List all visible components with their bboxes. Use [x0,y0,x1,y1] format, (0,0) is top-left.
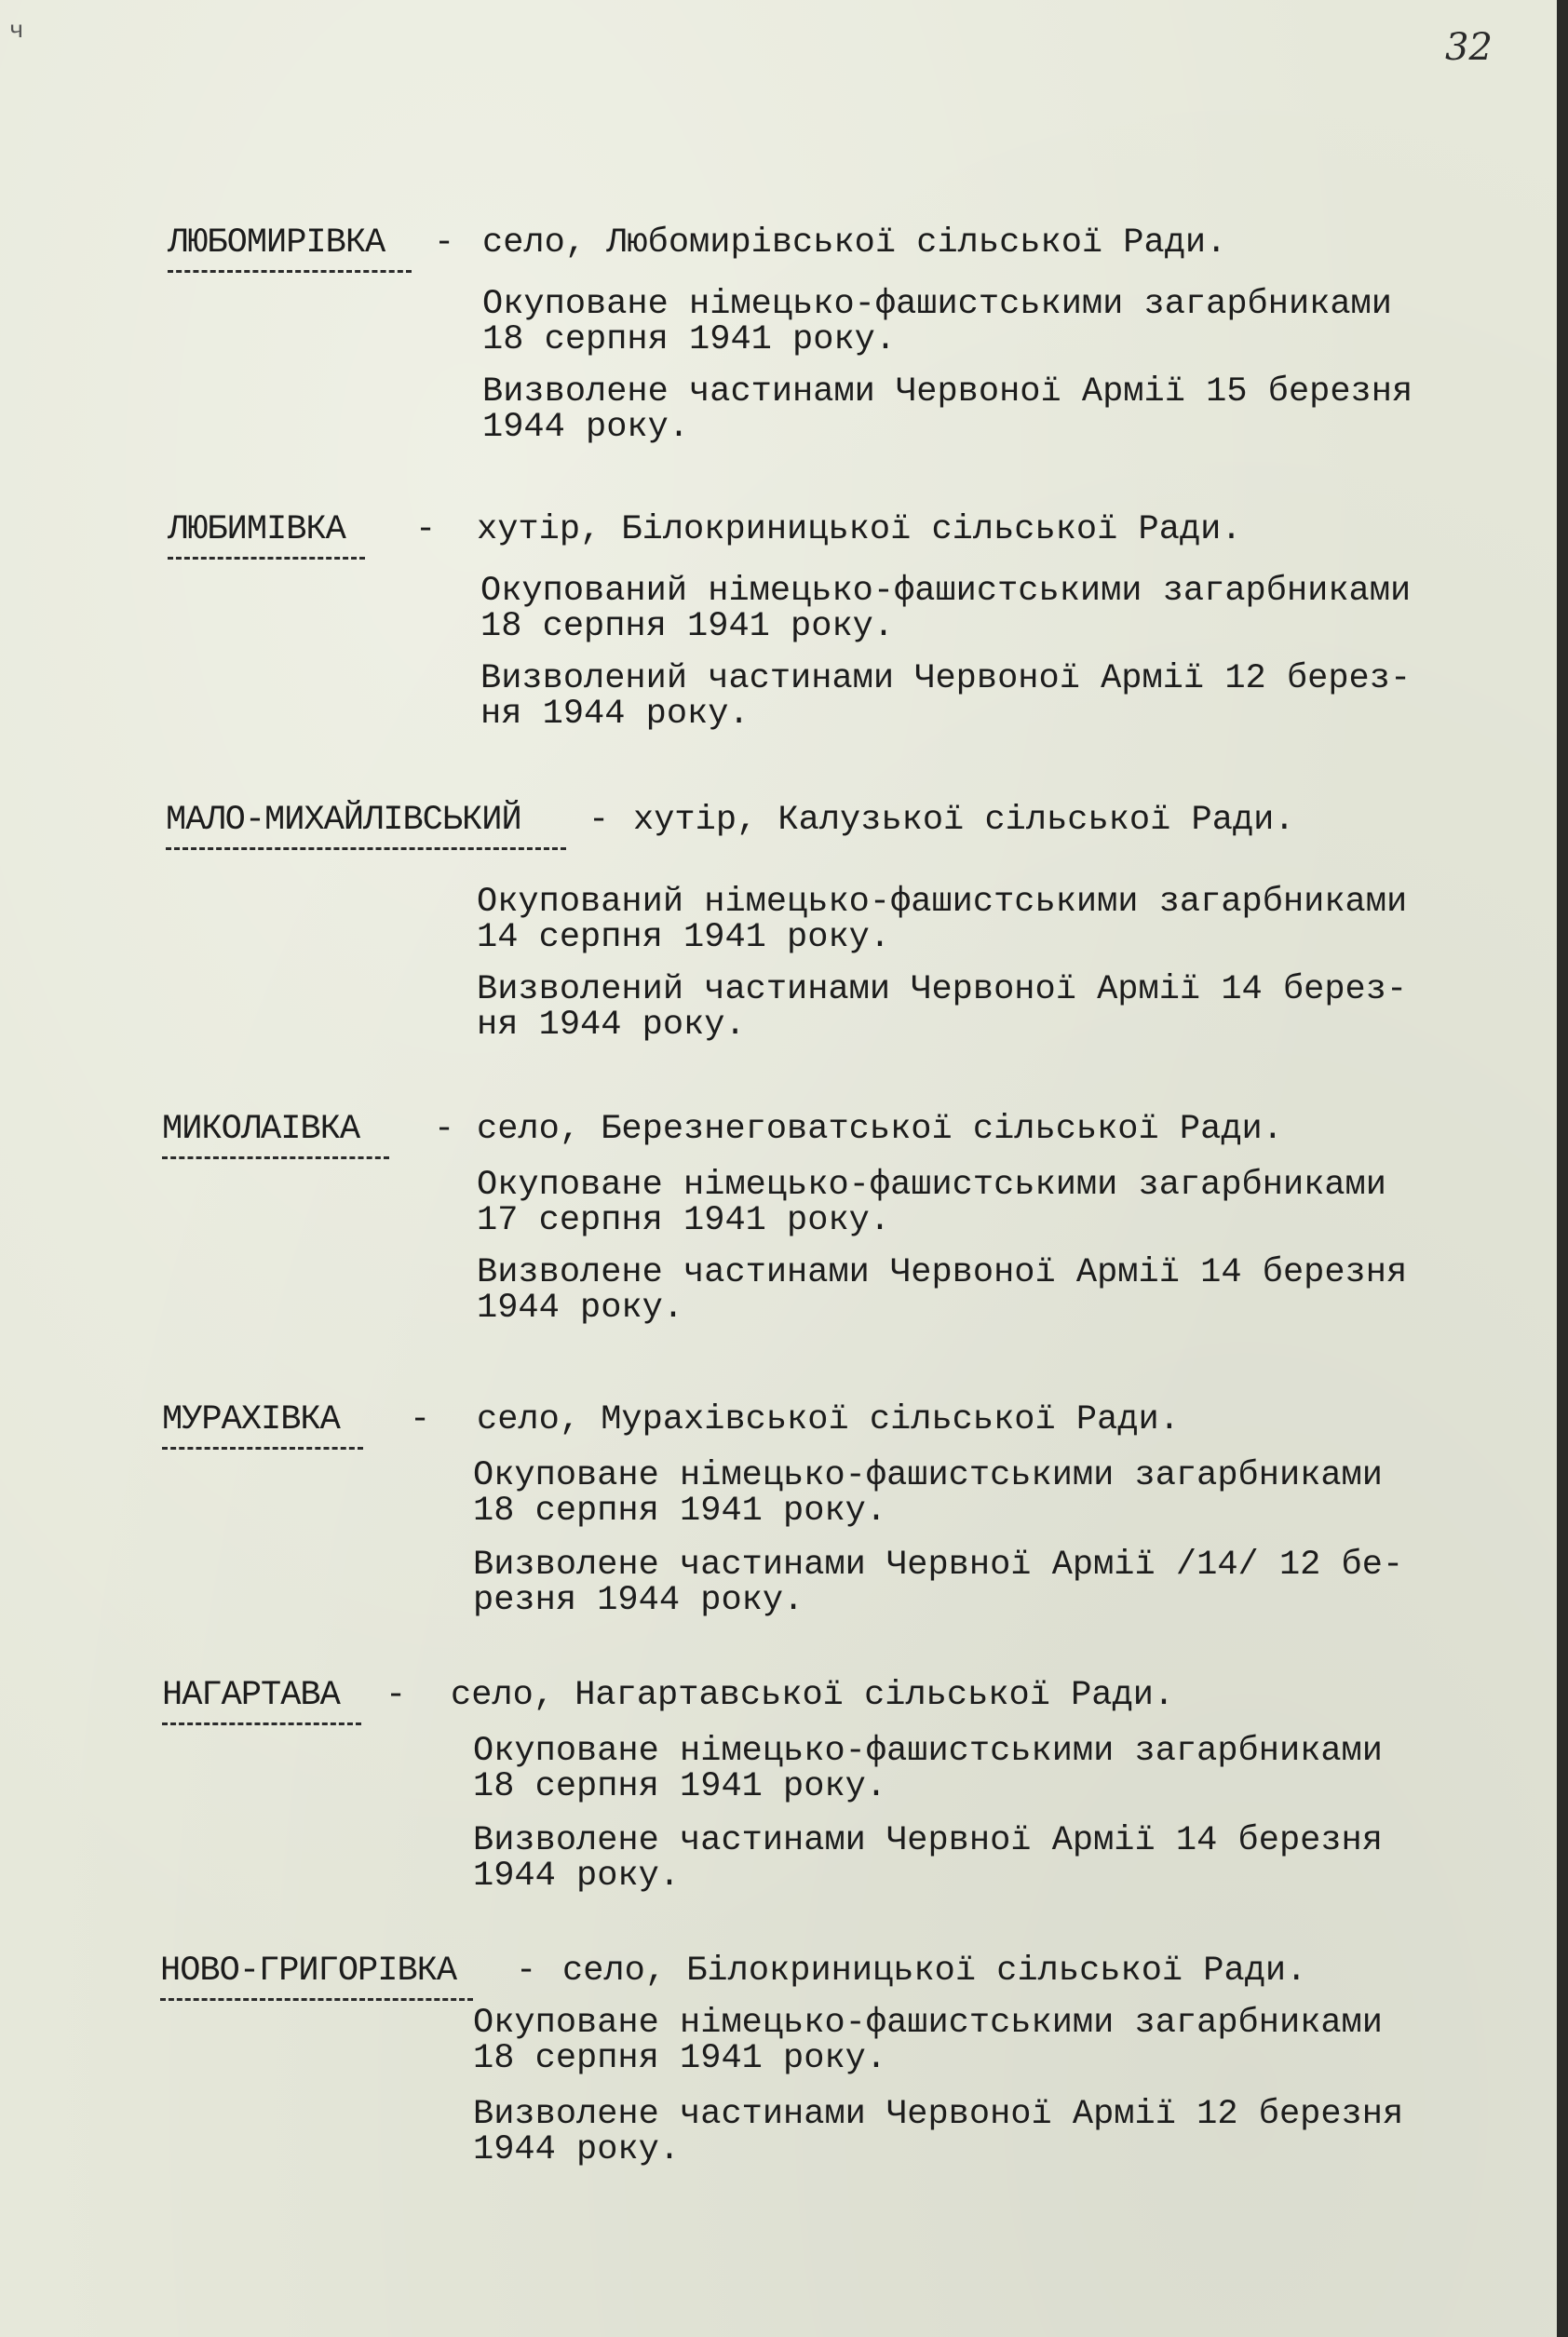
name-dash: - [588,801,610,840]
corner-pencil-mark: ч [9,17,24,45]
occupied-line-1: Окуповане німецько-фашистськими загарбниками [473,1456,1383,1495]
name-dash: - [410,1400,431,1439]
settlement-name: МИКОЛАІВКА [162,1110,360,1149]
liberated-statement [473,2097,1403,2168]
occupied-statement [480,574,1411,644]
occupied-statement [477,885,1407,955]
liberated-line-2: резня 1944 року. [473,1581,804,1620]
liberated-line-1: Визволене частинами Червоної Армії 12 березня [473,2095,1404,2134]
liberated-line-2: 1944 року. [473,1857,681,1896]
liberated-statement [473,1823,1383,1894]
liberated-line-1: Визволений частинами Червоної Армії 14 берез- [477,970,1408,1009]
name-dash: - [415,510,437,549]
liberated-line-1: Визволений частинами Червоної Армії 12 берез- [480,659,1412,698]
settlement-name: НАГАРТАВА [162,1676,340,1715]
name-dash: - [385,1676,407,1715]
occupied-line-2: 17 серпня 1941 року. [477,1201,891,1240]
occupied-line-2: 14 серпня 1941 року. [477,918,891,957]
name-underline [160,1998,473,2001]
occupied-statement [482,287,1392,358]
occupied-line-2: 18 серпня 1941 року. [482,320,897,359]
occupied-statement [477,1168,1386,1238]
occupied-statement [473,2006,1383,2076]
occupied-line-1: Окуповане німецько-фашистськими загарбниками [482,285,1392,324]
liberated-line-2: 1944 року. [473,2130,681,2169]
settlement-description: село, Березнеговатської сільської Ради. [477,1110,1283,1149]
settlement-description: хутір, Калузької сільської Ради. [633,801,1295,840]
name-underline [168,270,412,273]
liberated-line-2: ня 1944 року. [477,1006,746,1045]
liberated-line-2: ня 1944 року. [480,695,750,734]
settlement-name: МУРАХІВКА [162,1400,340,1439]
liberated-statement [477,1255,1407,1326]
page-number: 32 [1445,26,1493,69]
occupied-line-2: 18 серпня 1941 року. [473,1492,887,1531]
liberated-line-1: Визволене частинами Червоної Армії 14 березня [477,1253,1408,1292]
occupied-line-2: 18 серпня 1941 року. [473,2039,887,2078]
occupied-statement [473,1458,1383,1529]
occupied-line-2: 18 серпня 1941 року. [480,607,895,646]
liberated-statement [477,972,1407,1043]
liberated-statement [482,374,1413,445]
name-underline [166,847,566,850]
liberated-line-1: Визволене частинами Червоної Армії 15 березня [482,372,1413,412]
name-underline [162,1156,389,1159]
settlement-description: село, Мурахівської сільської Ради. [477,1400,1180,1439]
occupied-statement [473,1734,1383,1804]
settlement-description: хутір, Білокриницької сільської Ради. [477,510,1242,549]
settlement-name: НОВО-ГРИГОРІВКА [160,1952,457,1991]
occupied-line-1: Окуповане німецько-фашистськими загарбниками [473,1732,1383,1771]
name-underline [162,1447,363,1450]
name-underline [162,1722,361,1725]
settlement-name: МАЛО-МИХАЙЛІВСЬКИЙ [166,801,521,840]
settlement-description: село, Нагартавської сільської Ради. [451,1676,1175,1715]
settlement-name: ЛЮБОМИРІВКА [168,223,385,263]
occupied-line-2: 18 серпня 1941 року. [473,1767,887,1806]
liberated-line-2: 1944 року. [482,408,690,447]
name-underline [168,557,365,560]
name-dash: - [516,1952,537,1991]
occupied-line-1: Окупований німецько-фашистськими загарбниками [477,883,1408,922]
occupied-line-1: Окуповане німецько-фашистськими загарбниками [473,2004,1383,2043]
liberated-line-1: Визволене частинами Червної Армії 14 березня [473,1821,1383,1860]
name-dash: - [434,1110,455,1149]
settlement-description: село, Білокриницької сільської Ради. [562,1952,1307,1991]
liberated-statement [473,1547,1403,1618]
name-dash: - [434,223,455,263]
liberated-line-2: 1944 року. [477,1289,684,1328]
settlement-description: село, Любомирівської сільської Ради. [482,223,1227,263]
liberated-statement [480,661,1411,732]
settlement-name: ЛЮБИМІВКА [168,510,345,549]
occupied-line-1: Окупований німецько-фашистськими загарбниками [480,572,1412,611]
occupied-line-1: Окуповане німецько-фашистськими загарбниками [477,1166,1386,1205]
liberated-line-1: Визволене частинами Червної Армії /14/ 12 бе- [473,1546,1404,1585]
